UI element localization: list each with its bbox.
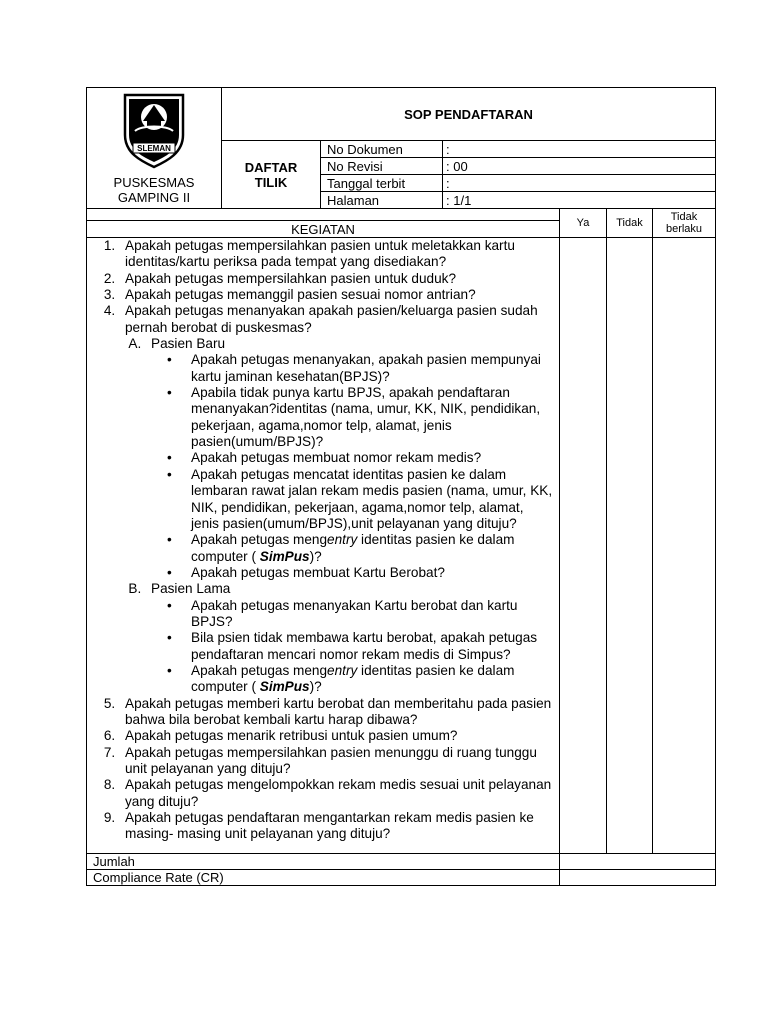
col-ya: Ya [560, 209, 607, 238]
list-item: 1. Apakah petugas mempersilahkan pasien untuk meletakkan kartu identitas/kartu periksa pada tempat yang disediakan? [119, 238, 555, 271]
info-value: : 1/1 [443, 192, 716, 209]
logo-text: SLEMAN [137, 144, 171, 153]
tidak-cell[interactable] [607, 238, 653, 854]
sub-item-pasien-lama [145, 581, 555, 695]
bullet-list [151, 598, 555, 696]
info-value: : [443, 175, 716, 192]
bullet-item [191, 532, 555, 565]
col-tidak-berlaku-line2: berlaku [665, 223, 703, 235]
info-label: Halaman [321, 192, 443, 209]
list-item [119, 303, 555, 695]
list-item-text: Apakah petugas menanyakan apakah pasien/keluarga pasien sudah pernah berobat di puskesmas? [125, 303, 538, 335]
bullet-item: • Apakah petugas membuat nomor rekam medis? [191, 450, 555, 466]
text-part: Apakah petugas meng [191, 532, 328, 548]
text-bold-italic: SimPus [259, 679, 310, 695]
kegiatan-header: KEGIATAN [87, 221, 560, 238]
info-label: No Revisi [321, 158, 443, 175]
list-item: 3. Apakah petugas memanggil pasien sesuai nomor antrian? [119, 287, 555, 303]
list-item: 6. Apakah petugas menarik retribusi untuk pasien umum? [119, 728, 555, 744]
jumlah-label: Jumlah [87, 853, 560, 869]
sub-list [125, 336, 555, 696]
bullet-item: • Apakah petugas mencatat identitas pasien ke dalam lembaran rawat jalan rekam medis pasien (nama, umur, KK, NIK, pendidikan, pekerjaan, agama,nomor telp, alamat, jenis pasien(umum/BPJS),unit pelayanan yang dituju? [191, 467, 555, 532]
organization-cell [87, 88, 222, 209]
bullet-item: • Apakah petugas membuat Kartu Berobat? [191, 565, 555, 581]
list-item: 7. Apakah petugas mempersilahkan pasien menunggu di ruang tunggu unit pelayanan yang dituju? [119, 745, 555, 778]
bullet-item [191, 663, 555, 696]
kegiatan-header-spacer [87, 209, 560, 221]
bullet-list [151, 352, 555, 581]
text-part: identitas pasien ke dalam computer ( [191, 532, 515, 564]
checklist-document [86, 87, 715, 886]
info-label: No Dokumen [321, 141, 443, 158]
info-label: Tanggal terbit [321, 175, 443, 192]
org-name-line2: GAMPING II [117, 190, 191, 205]
list-item: 2. Apakah petugas mempersilahkan pasien untuk duduk? [119, 271, 555, 287]
sub-item-title: Pasien Baru [151, 336, 226, 352]
text-italic: entry [327, 662, 358, 678]
main-list [91, 238, 555, 843]
col-tidak-berlaku-line1: Tidak [670, 211, 698, 223]
col-tidak: Tidak [607, 209, 653, 238]
text-part: identitas pasien ke dalam computer ( [191, 662, 515, 695]
ya-cell[interactable] [560, 238, 607, 854]
bullet-item: • Apakah petugas menanyakan, apakah pasien mempunyai kartu jaminan kesehatan(BPJS)? [191, 352, 555, 385]
list-item: 9. Apakah petugas pendaftaran mengantarkan rekam medis pasien ke masing- masing unit pelayanan yang dituju? [119, 810, 555, 843]
text-italic: entry [327, 532, 358, 548]
bullet-item: • Apakah petugas menanyakan Kartu berobat dan kartu BPJS? [191, 598, 555, 631]
compliance-rate-label: Compliance Rate (CR) [87, 869, 560, 885]
info-value: : 00 [443, 158, 716, 175]
checklist-table [86, 208, 716, 886]
text-bold-italic: SimPus [259, 548, 310, 564]
text-part: )? [309, 679, 322, 695]
tidak-berlaku-cell[interactable] [653, 238, 716, 854]
bullet-item: • Bila psien tidak membawa kartu berobat, apakah petugas pendaftaran mencari nomor rekam medis di Simpus? [191, 630, 555, 663]
text-part: )? [309, 548, 322, 564]
col-tidak-berlaku [653, 209, 716, 238]
list-item: 5. Apakah petugas memberi kartu berobat dan memberitahu pada pasien bahwa bila berobat kembali kartu harap dibawa? [119, 696, 555, 729]
document-header [86, 87, 716, 209]
checklist-items [87, 238, 560, 854]
list-item: 8. Apakah petugas mengelompokkan rekam medis sesuai unit pelayanan yang dituju? [119, 777, 555, 810]
sleman-logo [121, 91, 187, 169]
tilik-label: TILIK [254, 174, 288, 190]
document-title: SOP PENDAFTARAN [222, 88, 716, 141]
sub-item-pasien-baru [145, 336, 555, 581]
daftar-label: DAFTAR [244, 159, 298, 175]
sub-item-title: Pasien Lama [151, 581, 231, 597]
jumlah-value[interactable] [560, 853, 716, 869]
bullet-item: • Apabila tidak punya kartu BPJS, apakah pendaftaran menanyakan?identitas (nama, umur, KK, NIK, pendidikan, pekerjaan, agama,nomor telp, alamat, jenis pasien(umum/BPJS)? [191, 385, 555, 450]
org-name-line1: PUSKESMAS [113, 175, 195, 190]
compliance-rate-value[interactable] [560, 869, 716, 885]
daftar-tilik-label [222, 141, 321, 209]
info-value: : [443, 141, 716, 158]
text-part: Apakah petugas meng [191, 662, 328, 678]
